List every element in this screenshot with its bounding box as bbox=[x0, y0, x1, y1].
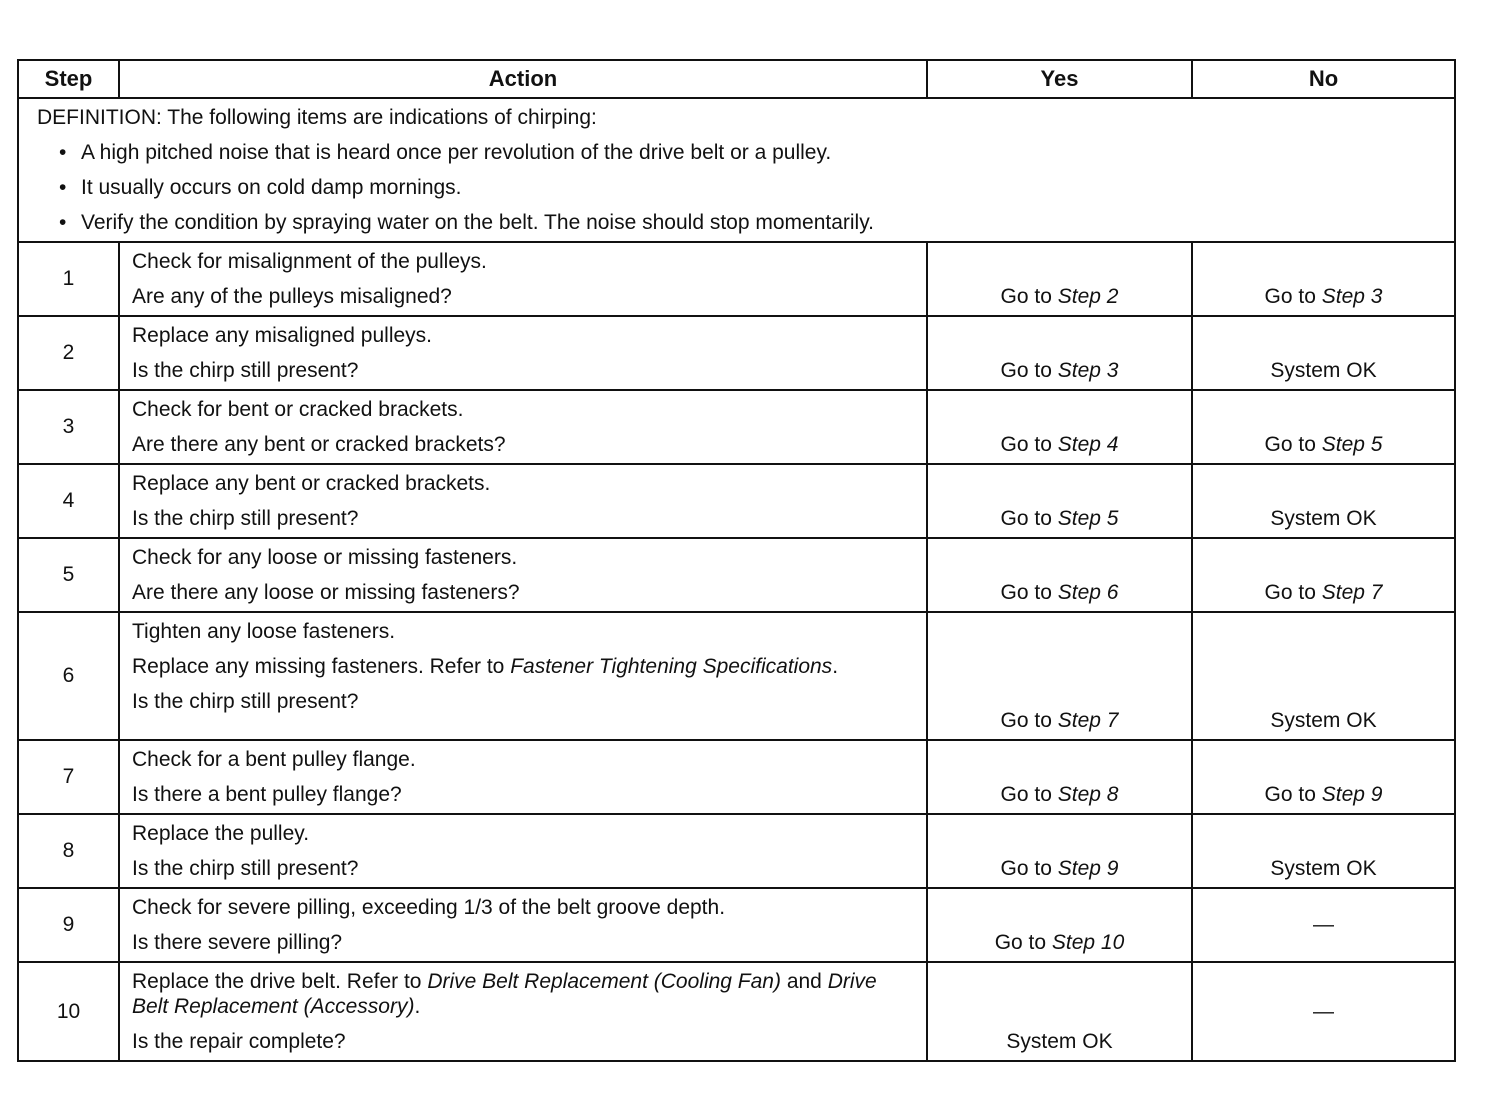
text-run: . bbox=[832, 655, 839, 678]
step-action bbox=[119, 814, 927, 888]
text-run: Go to bbox=[1264, 433, 1322, 456]
text-run: Replace the pulley. bbox=[132, 822, 310, 845]
step-number: 2 bbox=[18, 316, 119, 390]
action-line bbox=[132, 284, 914, 309]
action-line bbox=[132, 654, 914, 679]
text-run: Check for any loose or missing fasteners. bbox=[132, 546, 518, 569]
action-line bbox=[132, 580, 914, 605]
text-run: Go to bbox=[1264, 285, 1322, 308]
no-result bbox=[1192, 242, 1455, 316]
step-row bbox=[18, 962, 1455, 1061]
reference-text: Step 6 bbox=[1057, 581, 1119, 604]
step-action bbox=[119, 316, 927, 390]
yes-result bbox=[927, 242, 1192, 316]
text-run: Are there any bent or cracked brackets? bbox=[132, 433, 506, 456]
text-run: Is the chirp still present? bbox=[132, 690, 359, 713]
reference-text: Step 3 bbox=[1057, 359, 1119, 382]
step-row bbox=[18, 464, 1455, 538]
text-run: System OK bbox=[1270, 359, 1377, 382]
definition-bullet: • It usually occurs on cold damp mornings. bbox=[81, 175, 1436, 200]
action-line bbox=[132, 1029, 914, 1054]
yes-result bbox=[927, 390, 1192, 464]
no-result bbox=[1192, 390, 1455, 464]
text-run: System OK bbox=[1270, 709, 1377, 732]
text-run: Is there severe pilling? bbox=[132, 931, 343, 954]
text-run: and bbox=[780, 970, 828, 993]
step-number: 8 bbox=[18, 814, 119, 888]
definition-cell bbox=[18, 98, 1455, 242]
step-action bbox=[119, 242, 927, 316]
step-row bbox=[18, 390, 1455, 464]
text-run: Go to bbox=[1000, 507, 1058, 530]
yes-result bbox=[927, 538, 1192, 612]
text-run: Check for a bent pulley flange. bbox=[132, 748, 416, 771]
text-run: Is the chirp still present? bbox=[132, 507, 359, 530]
text-run: Replace any misaligned pulleys. bbox=[132, 324, 432, 347]
step-number: 4 bbox=[18, 464, 119, 538]
action-line bbox=[132, 358, 914, 383]
step-action bbox=[119, 740, 927, 814]
yes-result bbox=[927, 612, 1192, 740]
step-row bbox=[18, 242, 1455, 316]
action-line bbox=[132, 856, 914, 881]
reference-text: Drive Belt Replacement (Accessory) bbox=[132, 970, 877, 1018]
step-number: 7 bbox=[18, 740, 119, 814]
reference-text: Step 10 bbox=[1051, 931, 1125, 954]
step-row bbox=[18, 740, 1455, 814]
text-run: Go to bbox=[1000, 709, 1058, 732]
no-result bbox=[1192, 740, 1455, 814]
text-run: System OK bbox=[1006, 1030, 1113, 1053]
text-run: Is the chirp still present? bbox=[132, 857, 359, 880]
no-result bbox=[1192, 962, 1455, 1061]
text-run: . bbox=[414, 995, 421, 1018]
text-run: Go to bbox=[1000, 857, 1058, 880]
reference-text: Step 7 bbox=[1321, 581, 1383, 604]
reference-text: Step 5 bbox=[1321, 433, 1383, 456]
diagnostic-table bbox=[17, 59, 1456, 1062]
action-line bbox=[132, 432, 914, 457]
action-line bbox=[132, 782, 914, 807]
reference-text: Fastener Tightening Specifications bbox=[510, 655, 833, 678]
no-result bbox=[1192, 316, 1455, 390]
header-step: Step bbox=[18, 60, 119, 98]
no-result bbox=[1192, 814, 1455, 888]
step-number: 10 bbox=[18, 962, 119, 1061]
step-row bbox=[18, 814, 1455, 888]
step-row bbox=[18, 612, 1455, 740]
yes-result bbox=[927, 740, 1192, 814]
step-number: 1 bbox=[18, 242, 119, 316]
action-line bbox=[132, 323, 914, 348]
no-result bbox=[1192, 888, 1455, 962]
yes-result bbox=[927, 464, 1192, 538]
definition-intro: DEFINITION: The following items are indications of chirping: bbox=[37, 106, 597, 129]
reference-text: Drive Belt Replacement (Cooling Fan) bbox=[427, 970, 781, 993]
step-action bbox=[119, 888, 927, 962]
reference-text: Step 2 bbox=[1057, 285, 1119, 308]
text-run: Check for severe pilling, exceeding 1/3 of the belt groove depth. bbox=[132, 896, 726, 919]
step-action bbox=[119, 464, 927, 538]
reference-text: Step 8 bbox=[1057, 783, 1119, 806]
text-run: Go to bbox=[1000, 581, 1058, 604]
reference-text: Step 9 bbox=[1321, 783, 1383, 806]
no-result bbox=[1192, 464, 1455, 538]
reference-text: Step 4 bbox=[1057, 433, 1119, 456]
text-run: Replace any missing fasteners. Refer to bbox=[132, 655, 511, 678]
text-run: Is the chirp still present? bbox=[132, 359, 359, 382]
action-line bbox=[132, 969, 914, 1019]
text-run: Go to bbox=[1264, 581, 1322, 604]
step-row bbox=[18, 316, 1455, 390]
header-row bbox=[18, 60, 1455, 98]
header-yes: Yes bbox=[927, 60, 1192, 98]
reference-text: Step 5 bbox=[1057, 507, 1119, 530]
step-action bbox=[119, 390, 927, 464]
text-run: Are any of the pulleys misaligned? bbox=[132, 285, 452, 308]
text-run: Is the repair complete? bbox=[132, 1030, 346, 1053]
reference-text: Step 3 bbox=[1321, 285, 1383, 308]
text-run: Tighten any loose fasteners. bbox=[132, 620, 396, 643]
action-line bbox=[132, 747, 914, 772]
text-run: Is there a bent pulley flange? bbox=[132, 783, 402, 806]
step-action bbox=[119, 962, 927, 1061]
header-no: No bbox=[1192, 60, 1455, 98]
step-number: 5 bbox=[18, 538, 119, 612]
action-line bbox=[132, 689, 914, 714]
text-run: Check for misalignment of the pulleys. bbox=[132, 250, 487, 273]
definition-list bbox=[37, 140, 1436, 235]
text-run: — bbox=[1313, 999, 1334, 1023]
no-result bbox=[1192, 612, 1455, 740]
step-number: 9 bbox=[18, 888, 119, 962]
yes-result bbox=[927, 814, 1192, 888]
definition-row bbox=[18, 98, 1455, 242]
text-run: — bbox=[1313, 913, 1334, 936]
yes-result bbox=[927, 962, 1192, 1061]
step-action bbox=[119, 612, 927, 740]
action-line bbox=[132, 249, 914, 274]
text-run: Go to bbox=[1000, 433, 1058, 456]
header-action: Action bbox=[119, 60, 927, 98]
action-line bbox=[132, 545, 914, 570]
yes-result bbox=[927, 316, 1192, 390]
text-run: Go to bbox=[1000, 783, 1058, 806]
text-run: Replace the drive belt. Refer to bbox=[132, 970, 428, 993]
text-run: System OK bbox=[1270, 507, 1377, 530]
yes-result bbox=[927, 888, 1192, 962]
no-result bbox=[1192, 538, 1455, 612]
step-number: 6 bbox=[18, 612, 119, 740]
text-run: System OK bbox=[1270, 857, 1377, 880]
step-row bbox=[18, 888, 1455, 962]
action-line bbox=[132, 930, 914, 955]
text-run: Go to bbox=[1000, 359, 1058, 382]
text-run: Replace any bent or cracked brackets. bbox=[132, 472, 491, 495]
reference-text: Step 7 bbox=[1057, 709, 1119, 732]
action-line bbox=[132, 821, 914, 846]
step-action bbox=[119, 538, 927, 612]
action-line bbox=[132, 397, 914, 422]
action-line bbox=[132, 471, 914, 496]
step-row bbox=[18, 538, 1455, 612]
definition-bullet: • Verify the condition by spraying water on the belt. The noise should stop momentarily. bbox=[81, 210, 1436, 235]
step-number: 3 bbox=[18, 390, 119, 464]
text-run: Go to bbox=[1000, 285, 1058, 308]
text-run: Check for bent or cracked brackets. bbox=[132, 398, 464, 421]
action-line bbox=[132, 895, 914, 920]
text-run: Go to bbox=[1264, 783, 1322, 806]
text-run: Are there any loose or missing fasteners? bbox=[132, 581, 520, 604]
definition-bullet: • A high pitched noise that is heard once per revolution of the drive belt or a pulley. bbox=[81, 140, 1436, 165]
text-run: Go to bbox=[994, 931, 1052, 954]
action-line bbox=[132, 619, 914, 644]
action-line bbox=[132, 506, 914, 531]
reference-text: Step 9 bbox=[1057, 857, 1119, 880]
